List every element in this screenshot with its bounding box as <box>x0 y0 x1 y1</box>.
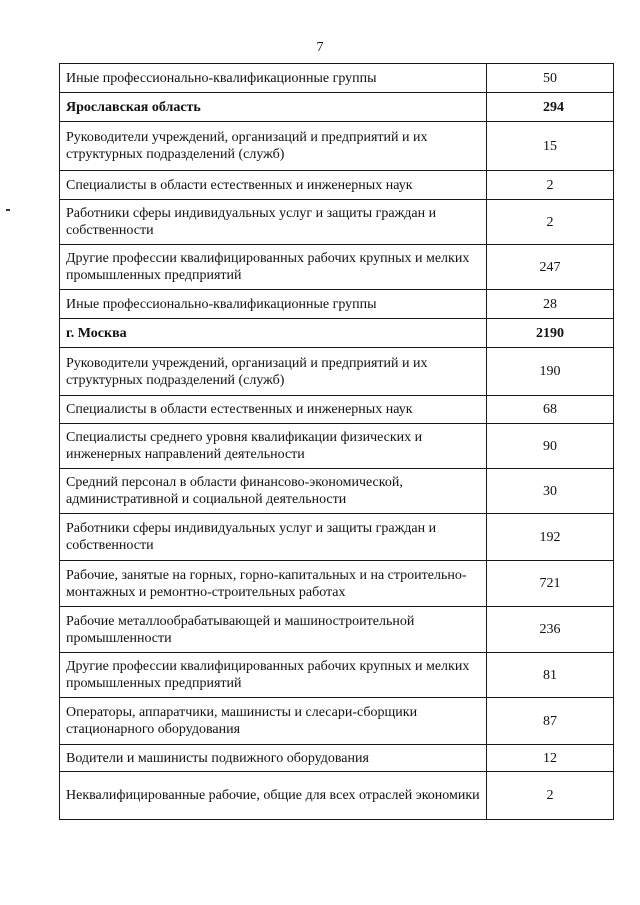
occupation-count: 236 <box>487 607 614 653</box>
table-row <box>60 424 614 469</box>
region-row <box>60 319 614 348</box>
table-row <box>60 245 614 290</box>
occupation-name: Иные профессионально-квалификационные группы <box>60 290 487 319</box>
occupation-name: Работники сферы индивидуальных услуг и защиты граждан и собственности <box>60 514 487 561</box>
occupation-count: 68 <box>487 396 614 424</box>
table-row <box>60 653 614 698</box>
region-name: г. Москва <box>60 319 487 348</box>
occupation-name: Работники сферы индивидуальных услуг и защиты граждан и собственности <box>60 200 487 245</box>
table-row <box>60 200 614 245</box>
occupation-count: 192 <box>487 514 614 561</box>
occupation-count: 2 <box>487 200 614 245</box>
occupation-name: Другие профессии квалифицированных рабочих крупных и мелких промышленных предприятий <box>60 245 487 290</box>
table-row <box>60 348 614 396</box>
table-row <box>60 396 614 424</box>
table-row <box>60 607 614 653</box>
occupation-count: 90 <box>487 424 614 469</box>
table-row <box>60 745 614 772</box>
occupation-count: 721 <box>487 561 614 607</box>
occupation-name: Водители и машинисты подвижного оборудования <box>60 745 487 772</box>
region-name: Ярославская область <box>60 93 487 122</box>
occupation-count: 2 <box>487 772 614 820</box>
occupation-count: 30 <box>487 469 614 514</box>
occupation-name: Иные профессионально-квалификационные группы <box>60 64 487 93</box>
region-total: 2190 <box>487 319 614 348</box>
occupation-name: Операторы, аппаратчики, машинисты и слесари-сборщики стационарного оборудования <box>60 698 487 745</box>
occupation-name: Специалисты среднего уровня квалификации физических и инженерных направлений деятельности <box>60 424 487 469</box>
occupation-name: Средний персонал в области финансово-экономической, административной и социальной деятельности <box>60 469 487 514</box>
table-row <box>60 64 614 93</box>
occupation-count: 87 <box>487 698 614 745</box>
table-row <box>60 698 614 745</box>
table-row <box>60 122 614 171</box>
region-total: 294 <box>487 93 614 122</box>
occupation-name: Руководители учреждений, организаций и предприятий и их структурных подразделений (служб) <box>60 122 487 171</box>
occupation-name: Неквалифицированные рабочие, общие для всех отраслей экономики <box>60 772 487 820</box>
occupation-name: Рабочие металлообрабатывающей и машиностроительной промышленности <box>60 607 487 653</box>
occupation-name: Специалисты в области естественных и инженерных наук <box>60 171 487 200</box>
table-body <box>60 64 614 820</box>
occupation-count: 81 <box>487 653 614 698</box>
margin-mark <box>6 209 10 211</box>
occupation-name: Специалисты в области естественных и инженерных наук <box>60 396 487 424</box>
occupation-name: Руководители учреждений, организаций и предприятий и их структурных подразделений (служб) <box>60 348 487 396</box>
page-number: 7 <box>316 40 324 55</box>
occupation-count: 247 <box>487 245 614 290</box>
occupation-count: 12 <box>487 745 614 772</box>
occupation-count: 15 <box>487 122 614 171</box>
occupation-table <box>59 63 614 820</box>
region-row <box>60 93 614 122</box>
occupation-count: 2 <box>487 171 614 200</box>
occupation-count: 28 <box>487 290 614 319</box>
occupation-count: 50 <box>487 64 614 93</box>
table-row <box>60 514 614 561</box>
table-row <box>60 290 614 319</box>
table-row <box>60 772 614 820</box>
table-row <box>60 561 614 607</box>
table-row <box>60 171 614 200</box>
occupation-name: Другие профессии квалифицированных рабочих крупных и мелких промышленных предприятий <box>60 653 487 698</box>
occupation-count: 190 <box>487 348 614 396</box>
table-row <box>60 469 614 514</box>
occupation-name: Рабочие, занятые на горных, горно-капитальных и на строительно-монтажных и ремонтно-строительных работах <box>60 561 487 607</box>
